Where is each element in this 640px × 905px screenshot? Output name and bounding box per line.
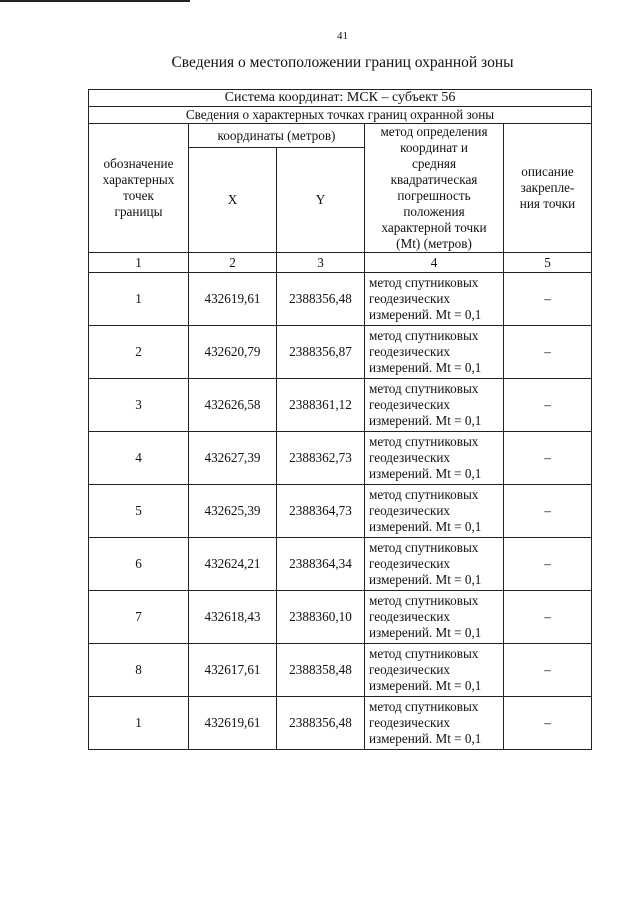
description-cell: – bbox=[504, 326, 592, 379]
document-title: Сведения о местоположении границ охранной зоны bbox=[171, 54, 514, 71]
point-id-cell: 5 bbox=[89, 485, 189, 538]
x-coordinate-cell: 432617,61 bbox=[189, 644, 277, 697]
description-cell: – bbox=[504, 591, 592, 644]
description-cell: – bbox=[504, 538, 592, 591]
method-cell: метод спутниковых геодезических измерений. Mt = 0,1 bbox=[365, 379, 504, 432]
header-x: X bbox=[189, 148, 277, 253]
point-id-cell: 1 bbox=[89, 273, 189, 326]
x-coordinate-cell: 432627,39 bbox=[189, 432, 277, 485]
boundary-points-table bbox=[88, 89, 592, 750]
header-coords: координаты (метров) bbox=[189, 124, 365, 148]
x-coordinate-cell: 432618,43 bbox=[189, 591, 277, 644]
header-method: метод определения координат и средняя квадратическая погрешность положения характерной точки (Mt) (метров) bbox=[365, 124, 504, 253]
description-cell: – bbox=[504, 485, 592, 538]
table-row bbox=[89, 644, 592, 697]
point-id-cell: 1 bbox=[89, 697, 189, 750]
description-cell: – bbox=[504, 379, 592, 432]
y-coordinate-cell: 2388356,48 bbox=[277, 273, 365, 326]
col-number: 3 bbox=[277, 253, 365, 273]
table-row bbox=[89, 326, 592, 379]
header-point: обозначение характерных точек границы bbox=[89, 124, 189, 253]
coordinate-system: Система координат: МСК – субъект 56 bbox=[89, 90, 592, 107]
y-coordinate-cell: 2388358,48 bbox=[277, 644, 365, 697]
x-coordinate-cell: 432626,58 bbox=[189, 379, 277, 432]
point-id-cell: 4 bbox=[89, 432, 189, 485]
table-row bbox=[89, 485, 592, 538]
method-cell: метод спутниковых геодезических измерений. Mt = 0,1 bbox=[365, 485, 504, 538]
header-y: Y bbox=[277, 148, 365, 253]
point-id-cell: 2 bbox=[89, 326, 189, 379]
col-number: 5 bbox=[504, 253, 592, 273]
description-cell: – bbox=[504, 697, 592, 750]
y-coordinate-cell: 2388360,10 bbox=[277, 591, 365, 644]
x-coordinate-cell: 432624,21 bbox=[189, 538, 277, 591]
point-id-cell: 6 bbox=[89, 538, 189, 591]
table-row bbox=[89, 538, 592, 591]
method-cell: метод спутниковых геодезических измерений. Mt = 0,1 bbox=[365, 326, 504, 379]
x-coordinate-cell: 432625,39 bbox=[189, 485, 277, 538]
header-description: описание закрепле- ния точки bbox=[504, 124, 592, 253]
col-number: 4 bbox=[365, 253, 504, 273]
x-coordinate-cell: 432619,61 bbox=[189, 697, 277, 750]
point-id-cell: 3 bbox=[89, 379, 189, 432]
x-coordinate-cell: 432619,61 bbox=[189, 273, 277, 326]
table-row bbox=[89, 379, 592, 432]
table-subtitle: Сведения о характерных точках границ охранной зоны bbox=[89, 107, 592, 124]
y-coordinate-cell: 2388362,73 bbox=[277, 432, 365, 485]
col-number: 1 bbox=[89, 253, 189, 273]
y-coordinate-cell: 2388356,48 bbox=[277, 697, 365, 750]
method-cell: метод спутниковых геодезических измерений. Mt = 0,1 bbox=[365, 538, 504, 591]
column-numbers-row bbox=[89, 253, 592, 273]
table-row bbox=[89, 697, 592, 750]
description-cell: – bbox=[504, 644, 592, 697]
table-row bbox=[89, 432, 592, 485]
description-cell: – bbox=[504, 273, 592, 326]
description-cell: – bbox=[504, 432, 592, 485]
method-cell: метод спутниковых геодезических измерений. Mt = 0,1 bbox=[365, 697, 504, 750]
y-coordinate-cell: 2388361,12 bbox=[277, 379, 365, 432]
point-id-cell: 7 bbox=[89, 591, 189, 644]
table-row bbox=[89, 273, 592, 326]
y-coordinate-cell: 2388356,87 bbox=[277, 326, 365, 379]
y-coordinate-cell: 2388364,73 bbox=[277, 485, 365, 538]
method-cell: метод спутниковых геодезических измерений. Mt = 0,1 bbox=[365, 591, 504, 644]
col-number: 2 bbox=[189, 253, 277, 273]
y-coordinate-cell: 2388364,34 bbox=[277, 538, 365, 591]
page-number: 41 bbox=[337, 30, 348, 42]
method-cell: метод спутниковых геодезических измерений. Mt = 0,1 bbox=[365, 432, 504, 485]
method-cell: метод спутниковых геодезических измерений. Mt = 0,1 bbox=[365, 644, 504, 697]
header-rule bbox=[0, 0, 190, 2]
x-coordinate-cell: 432620,79 bbox=[189, 326, 277, 379]
point-id-cell: 8 bbox=[89, 644, 189, 697]
method-cell: метод спутниковых геодезических измерений. Mt = 0,1 bbox=[365, 273, 504, 326]
table-row bbox=[89, 591, 592, 644]
